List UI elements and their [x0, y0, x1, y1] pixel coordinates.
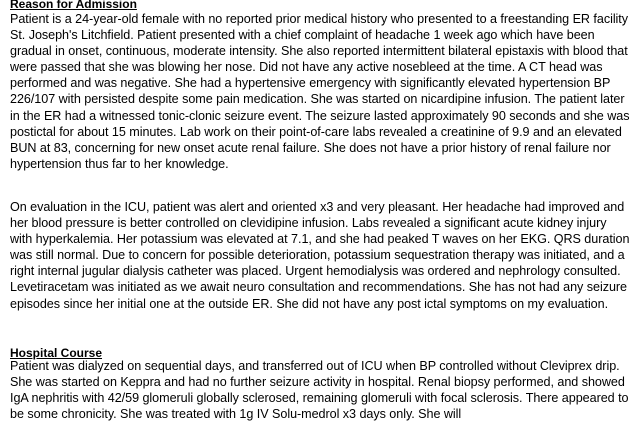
admission-heading: Reason for Admission — [10, 0, 137, 11]
hospital-course-section — [10, 358, 632, 422]
admission-section — [10, 2, 632, 172]
hospital-course-paragraph: Patient was dialyzed on sequential days, and transferred out of ICU when BP controlled without Cleviprex drip. She was started on Keppra and had no further seizure activity in hospital. Renal biopsy performed, and showed IgA nephritis with 42/59 glomeruli globally sclerosed, remaining glomeruli with focal sclerosis. There appeared to be some chronicity. She was treated with 1g IV Solu-medrol x3 days only. She will — [10, 359, 629, 422]
admission-paragraph-2: On evaluation in the ICU, patient was alert and oriented x3 and very pleasant. Her headache had improved and her blood pressure is better controlled on clevidipine infusion. Labs revealed a significant acute kidney injury with hyperkalemia. Her potassium was elevated at 7.1, and she had peaked T waves on her EKG. QRS duration was still normal. Due to concern for possible deterioration, potassium sequestration therapy was initiated, and a right internal jugular dialysis catheter was placed. Urgent hemodialysis was ordered and nephrology consulted. Levetiracetam was initiated as we await neuro consultation and recommendations. She has not had any seizure episodes since her initial one at the outside ER. She did not have any post ictal symptoms on my evaluation. — [10, 200, 630, 311]
hospital-course-heading: Hospital Course — [10, 346, 103, 360]
hospital-course-heading-wrap — [10, 345, 632, 360]
icu-evaluation-section — [10, 199, 632, 312]
admission-paragraph-1: Patient is a 24-year-old female with no reported prior medical history who presented to a freestanding ER facility St. Joseph's Litchfield. Patient presented with a chief complaint of headache 1 week ago which have been gradual in onset, continuous, moderate intensity. She also reported intermittent bilateral epistaxis with blood that were passed that she was blowing her nose. Did not have any active nosebleed at the time. A CT head was performed and was negative. She had a hypertensive emergency with significantly elevated hypertension BP 226/107 with persisted despite some pain medication. She was started on nicardipine infusion. The patient later in the ER had a witnessed tonic-clonic seizure event. The seizure lasted approximately 90 seconds and she was postictal for about 15 minutes. Lab work on their point-of-care labs revealed a creatinine of 9.9 and an elevated BUN at 83, concerning for new onset acute renal failure. She does not have a prior history of renal failure nor hypertension thus far to her knowledge. — [10, 12, 630, 171]
